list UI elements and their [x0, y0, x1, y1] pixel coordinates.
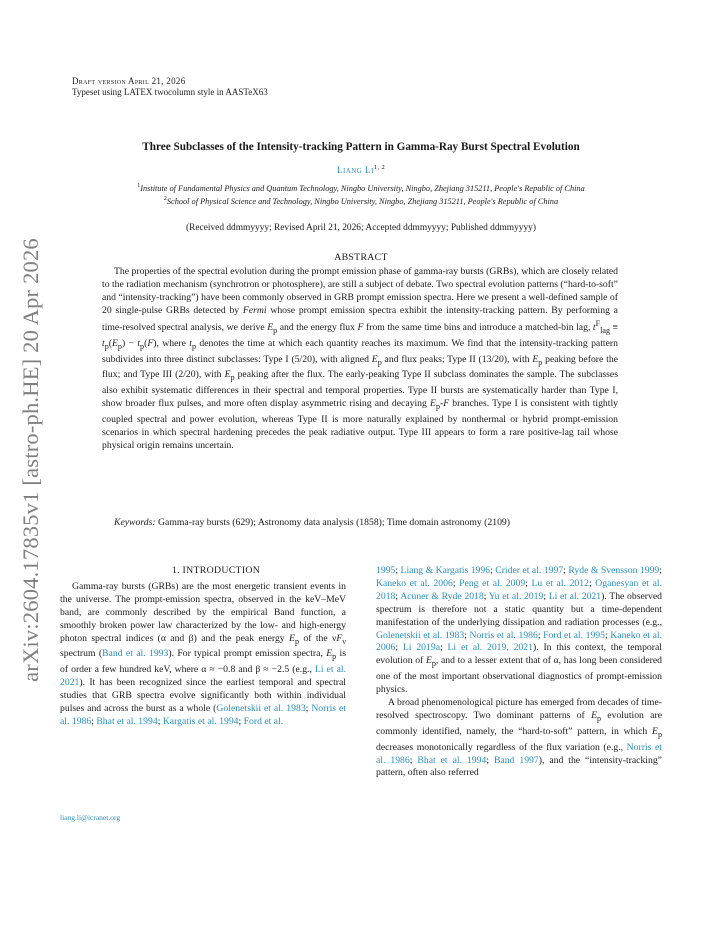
author-affiliation-marks: 1, 2 — [373, 164, 386, 171]
citation-link[interactable]: Norris et al. 1986 — [376, 741, 662, 766]
keywords-label: Keywords: — [114, 517, 156, 528]
arxiv-identifier-stamp — [14, 230, 48, 690]
abstract-text: The properties of the spectral evolution during the prompt emission phase of gamma-ray bursts (GRBs), which are closely related to the radiation mechanism (synchrotron or photosphere), are still a subject of debate. Two spectral evolution patterns (“hard-to-soft” and “intensity-tracking”) have been commonly observed in GRB prompt emission spectra. Here we present a well-defined sample of 20 single-pulse GRBs detected by Fermi whose prompt emission spectra exhibit the intensity-tracking pattern. By performing a time-resolved spectral analysis, we derive $E_p$ and the energy flux F from the same time bins and introduce a matched-bin lag, $t^F_{lag} \equiv t_p(E_p) - t_p(F)$, where $t_p$ denotes the time at which each quantity reaches its maximum. We find that the intensity-tracking pattern subdivides into three distinct subclasses: Type I (5/20), with aligned $E_p$ and flux peaks; Type II (13/20), with $E_p$ peaking before the flux; and Type III (2/20), with $E_p$ peaking after the flux. The early-peaking Type II subclass dominates the sample. The subclasses also exhibit systematic differences in their spectral and temporal properties. Type II bursts are systematically harder than Type I, show broader flux pulses, and more often display asymmetric rising and decaying $E_p-F$ branches. Type I is consistent with tightly coupled spectral and power evolution, whereas Type II is more naturally explained by nonthermal or hybrid prompt-emission scenarios in which spectral hardening precedes the peak radiative output. Type III appears to form a rare positive-lag tail whose physical origin remains uncertain. — [102, 266, 619, 451]
arxiv-id-text: arXiv:2604.17835v1 [astro-ph.HE] 20 Apr 2026 — [18, 238, 43, 682]
citation-link[interactable]: Crider et al. 1997 — [495, 565, 564, 576]
citation-link[interactable]: Norris et al. 1986 — [60, 703, 346, 727]
typeset-note: Typeset using LATEX twocolumn style in AASTeX63 — [72, 87, 268, 97]
keywords — [102, 517, 618, 530]
intro-paragraph-2: A broad phenomenological picture has emerged from decades of time-resolved spectroscopy. Two dominant patterns of $E_p$ evolution are commonly identified, namely, the “hard-to-soft” pattern, in which $E_p$ decreases monotonically regardless of the flux variation (e.g., Norris et al. 1986; Bhat et al. 1994; Band 1997), and the “intensity-tracking” pattern, often also referred — [376, 697, 662, 779]
citation-link[interactable]: Ryde & Svensson 1999 — [568, 565, 660, 576]
citation-link[interactable]: Li et al. 2021 — [548, 590, 602, 602]
affiliation-1-text: Institute of Fundamental Physics and Quantum Technology, Ningbo University, Ningbo, Zhejiang 315211, People's Republic of China — [140, 183, 585, 193]
citation-link[interactable]: Golenetskii et al. 1983 — [216, 703, 306, 715]
paper-title: Three Subclasses of the Intensity-tracking Pattern in Gamma-Ray Burst Spectral Evolution — [142, 141, 580, 153]
citation-link[interactable]: Acuner & Ryde 2018 — [400, 590, 484, 602]
citation-link[interactable]: Li 2019a — [402, 642, 440, 654]
citation-link[interactable]: Li et al. 2019, 2021 — [447, 642, 533, 654]
right-column — [376, 565, 662, 780]
affiliation-1 — [60, 183, 662, 193]
citation-link[interactable]: Yu et al. 2019 — [488, 590, 544, 602]
citation-link[interactable]: Ford et al. 1995 — [543, 629, 605, 641]
left-column — [60, 581, 346, 729]
section-introduction-heading: 1. INTRODUCTION — [171, 565, 261, 576]
citation-link[interactable]: Norris et al. 1986 — [469, 629, 538, 641]
abstract-heading: ABSTRACT — [334, 252, 388, 263]
draft-version: Draft version April 21, 2026 — [72, 76, 186, 86]
affiliation-1-number: 1 — [137, 183, 141, 189]
citation-link[interactable]: Oganesyan et al. 2018 — [376, 577, 662, 602]
citation-link[interactable]: Li et al. 2021 — [60, 664, 346, 689]
citation-link[interactable]: Band 1997 — [493, 754, 539, 766]
affiliation-2 — [60, 196, 662, 206]
citation-link[interactable]: Band et al. 1993 — [102, 648, 169, 660]
intro-paragraph-1-cont: 1995; Liang & Kargatis 1996; Crider et al. 1997; Ryde & Svensson 1999; Kaneko et al. 2006; Peng et al. 2009; Lu et al. 2012; Oganesyan et al. 2018; Acuner & Ryde 2018; Yu et al. 2019; Li et al. 2021). The observed spectrum is therefore not a static quantity but a time-dependent manifestation of the underlying dissipation and radiation processes (e.g., Golenetskii et al. 1983; Norris et al. 1986; Ford et al. 1995; Kaneko et al. 2006; Li 2019a; Li et al. 2019, 2021). In this context, the temporal evolution of $E_p$, and to a lesser extent that of α, has long been considered one of the most important observational diagnostics of prompt-emission physics. — [376, 565, 662, 696]
header-meta — [72, 76, 268, 98]
citation-link[interactable]: 1995 — [376, 565, 396, 576]
citation-link[interactable]: Golenetskii et al. 1983 — [376, 629, 465, 641]
citation-link[interactable]: Bhat et al. 1994 — [417, 754, 487, 766]
affiliation-2-number: 2 — [163, 196, 167, 202]
affiliation-2-text: School of Physical Science and Technology, Ningbo University, Ningbo, Zhejiang 315211, People's Republic of China — [166, 196, 559, 206]
citation-link[interactable]: Lu et al. 2012 — [531, 577, 589, 589]
author-email[interactable]: liang.li@icranet.org — [60, 813, 121, 822]
citation-link[interactable]: Kaneko et al. 2006 — [376, 577, 453, 589]
author-name[interactable]: Liang Li — [336, 166, 374, 177]
received-dates: (Received ddmmyyyy; Revised April 21, 2026; Accepted ddmmyyyy; Published ddmmyyyy) — [186, 223, 536, 233]
citation-link[interactable]: Peng et al. 2009 — [459, 577, 526, 589]
citation-link[interactable]: Kaneko et al. 2006 — [376, 629, 662, 654]
citation-link[interactable]: Ford et al. — [243, 715, 284, 727]
keywords-list: Gamma-ray bursts (629); Astronomy data analysis (1858); Time domain astronomy (2109) — [158, 517, 510, 528]
intro-paragraph-1: Gamma-ray bursts (GRBs) are the most energetic transient events in the universe. The prompt-emission spectra, observed in the keV–MeV band, are commonly described by the empirical Band function, a smoothly broken power law characterized by the low- and high-energy photon spectral indices (α and β) and the peak energy $E_p$ of the $\nu F_\nu$ spectrum (Band et al. 1993). For typical prompt emission spectra, $E_p$ is of order a few hundred keV, where α ≈ −0.8 and β ≈ −2.5 (e.g., Li et al. 2021). It has been recognized since the earliest temporal and spectral studies that GRB spectra evolve significantly both within individual pulses and across the burst as a whole (Golenetskii et al. 1983; Norris et al. 1986; Bhat et al. 1994; Kargatis et al. 1994; Ford et al. — [60, 581, 346, 727]
citation-link[interactable]: Liang & Kargatis 1996 — [400, 565, 491, 576]
citation-link[interactable]: Kargatis et al. 1994 — [162, 715, 239, 727]
author-line — [60, 164, 662, 176]
citation-link[interactable]: Bhat et al. 1994 — [96, 715, 158, 727]
